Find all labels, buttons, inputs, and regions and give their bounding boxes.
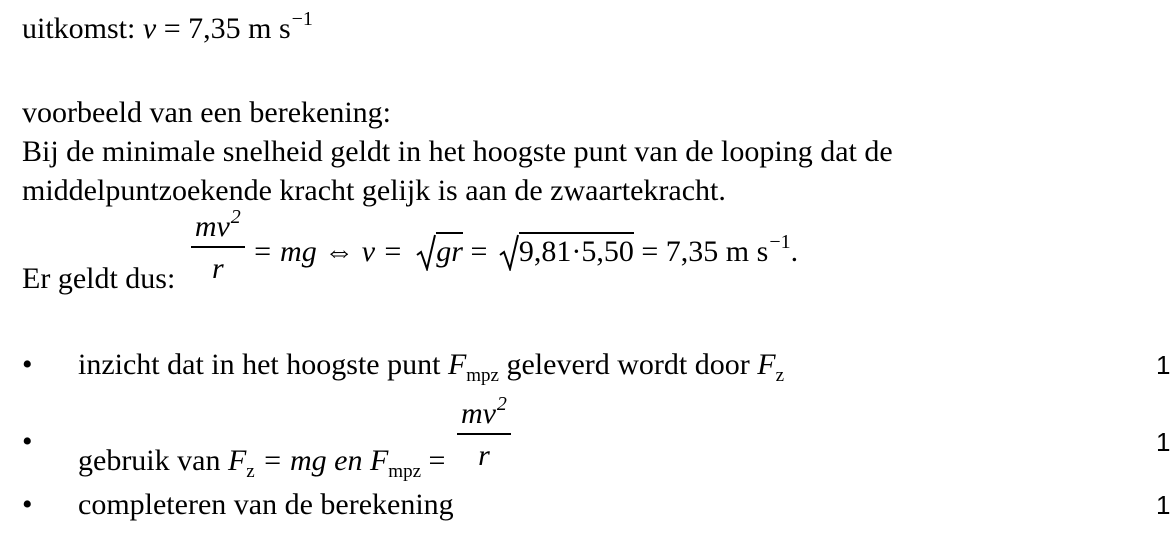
uitkomst-value: = 7,35 m s <box>163 12 291 45</box>
criterion-1: inzicht dat in het hoogste punt $F_{mpz}$ geleverd wordt door $F_z$ <box>78 348 785 386</box>
bullet-3: • <box>22 488 33 521</box>
sqrt-gr: gr <box>416 237 463 267</box>
uitkomst-exponent: −1 <box>291 8 313 30</box>
criterion-2-fraction: $\frac{mv^2}{r}$ <box>457 399 511 471</box>
criterion-1-score: 1 <box>1156 350 1171 380</box>
fraction-denominator: r <box>191 246 245 284</box>
criterion-3: completeren van de berekening <box>78 488 454 521</box>
uitkomst-label: uitkomst: <box>22 12 136 45</box>
radical-sign-icon <box>416 233 436 271</box>
bullet-2: • <box>22 425 33 458</box>
sqrt-numeric: 9,81·5,50 <box>499 237 634 267</box>
equation-part3: = 7,35 m $s^{-1}$. <box>641 230 799 268</box>
paragraph-line-1: Bij de minimale snelheid geldt in het hoogste punt van de looping dat de <box>22 135 893 168</box>
paragraph-line-2: middelpuntzoekende kracht gelijk is aan de zwaartekracht. <box>22 174 726 207</box>
criterion-2-score: 1 <box>1156 427 1171 457</box>
equation-fraction <box>191 206 245 285</box>
radical-sign-icon <box>499 233 519 271</box>
criterion-2: gebruik van $F_z$ = mg en $F_{mpz}$ = $\frac{mv^2}{r}$ <box>78 397 511 469</box>
equation-line <box>22 206 799 295</box>
equation-part2: = <box>470 234 488 268</box>
voorbeeld-heading: voorbeeld van een berekening: <box>22 96 392 129</box>
uitkomst-line <box>22 8 313 45</box>
bullet-1: • <box>22 348 33 381</box>
equation-lead: Er geldt dus: <box>22 261 176 295</box>
equation-part1: = mg ⇔ v = <box>252 234 403 268</box>
uitkomst-variable: v <box>142 12 157 45</box>
criterion-3-score: 1 <box>1156 490 1171 520</box>
fraction-numerator: $mv^2$ <box>194 206 241 243</box>
